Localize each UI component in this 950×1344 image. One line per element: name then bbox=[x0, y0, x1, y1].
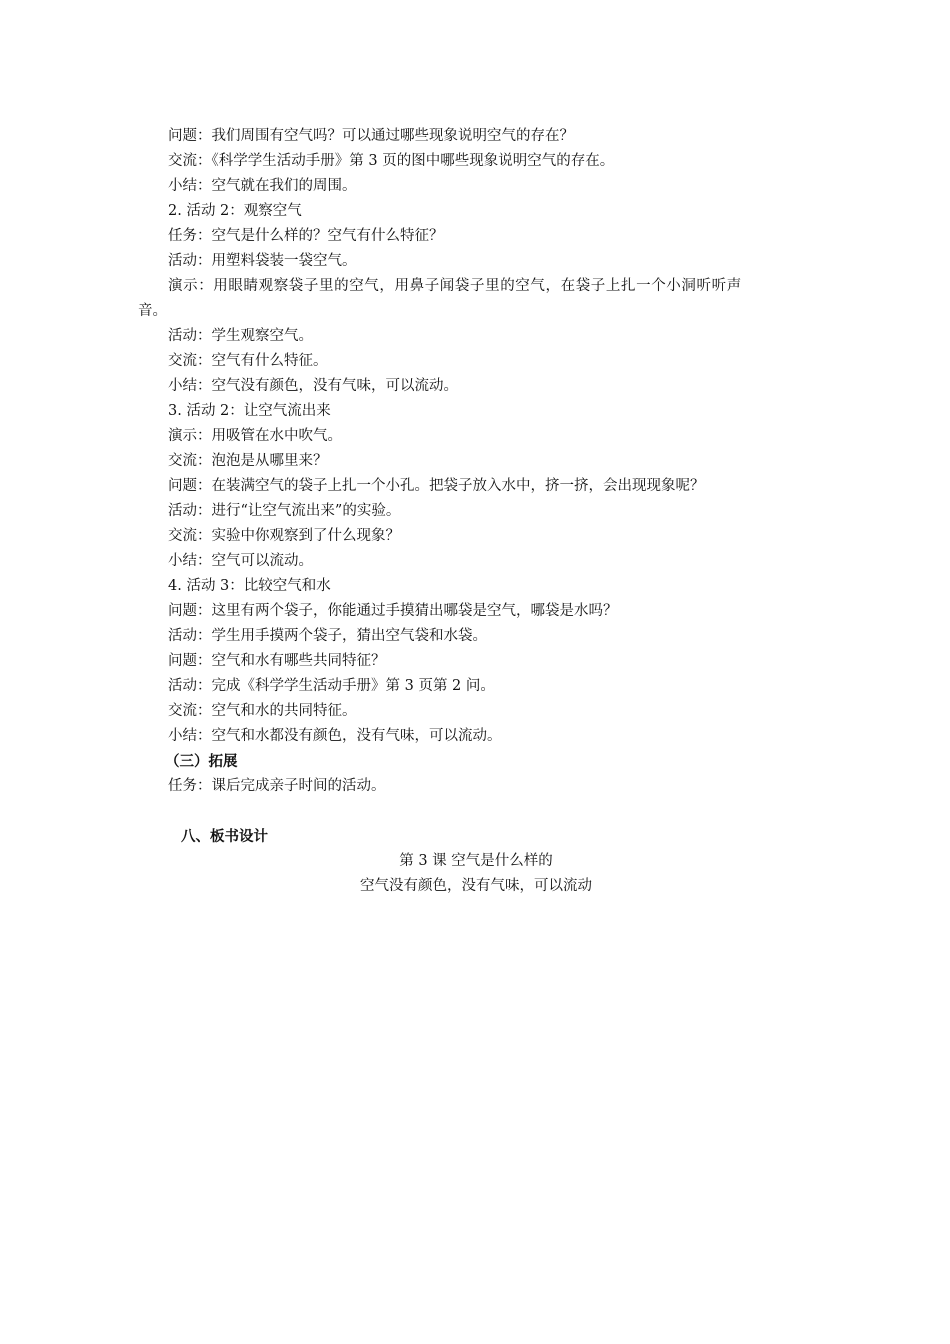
board-title: 第 3 课 空气是什么样的 bbox=[399, 853, 553, 869]
text-line: 小结：空气就在我们的周围。 bbox=[168, 178, 357, 194]
activity-heading: 2. 活动 2：观察空气 bbox=[168, 203, 302, 219]
activity-heading: 3. 活动 2：让空气流出来 bbox=[168, 403, 331, 419]
text-line: 活动：用塑料袋装一袋空气。 bbox=[168, 253, 357, 269]
text-line: 交流：空气和水的共同特征。 bbox=[168, 703, 357, 719]
text-line: 小结：空气没有颜色，没有气味，可以流动。 bbox=[168, 378, 458, 394]
text-line: 活动：学生观察空气。 bbox=[168, 328, 313, 344]
text-line: 交流：实验中你观察到了什么现象？ bbox=[168, 528, 400, 544]
activity-heading: 4. 活动 3：比较空气和水 bbox=[168, 578, 331, 594]
text-line: 小结：空气可以流动。 bbox=[168, 553, 313, 569]
subsection-heading: （三）拓展 bbox=[165, 753, 238, 770]
section-heading: 八、板书设计 bbox=[181, 828, 268, 845]
text-line-continuation: 音。 bbox=[138, 303, 167, 319]
text-line: 任务：课后完成亲子时间的活动。 bbox=[168, 778, 386, 794]
text-line: 演示：用眼睛观察袋子里的空气，用鼻子闻袋子里的空气，在袋子上扎一个小洞听听声 bbox=[168, 278, 742, 294]
text-line: 交流：空气有什么特征。 bbox=[168, 353, 328, 369]
text-line: 任务：空气是什么样的？空气有什么特征？ bbox=[168, 228, 444, 244]
board-line: 空气没有颜色，没有气味，可以流动 bbox=[360, 878, 592, 894]
document-body bbox=[138, 124, 814, 899]
text-line: 活动：学生用手摸两个袋子，猜出空气袋和水袋。 bbox=[168, 628, 487, 644]
text-line: 交流：泡泡是从哪里来？ bbox=[168, 453, 328, 469]
text-line: 活动：进行“让空气流出来”的实验。 bbox=[168, 503, 401, 519]
text-line: 问题：这里有两个袋子，你能通过手摸猜出哪袋是空气，哪袋是水吗？ bbox=[168, 603, 618, 619]
text-line: 交流：《科学学生活动手册》第 3 页的图中哪些现象说明空气的存在。 bbox=[168, 153, 615, 169]
text-line: 问题：我们周围有空气吗？可以通过哪些现象说明空气的存在？ bbox=[168, 128, 574, 144]
text-line: 问题：空气和水有哪些共同特征？ bbox=[168, 653, 386, 669]
spacer bbox=[138, 799, 814, 824]
text-line: 小结：空气和水都没有颜色，没有气味，可以流动。 bbox=[168, 728, 502, 744]
text-line: 问题：在装满空气的袋子上扎一个小孔。把袋子放入水中，挤一挤，会出现现象呢？ bbox=[168, 478, 705, 494]
text-line: 活动：完成《科学学生活动手册》第 3 页第 2 问。 bbox=[168, 678, 495, 694]
text-line: 演示：用吸管在水中吹气。 bbox=[168, 428, 342, 444]
